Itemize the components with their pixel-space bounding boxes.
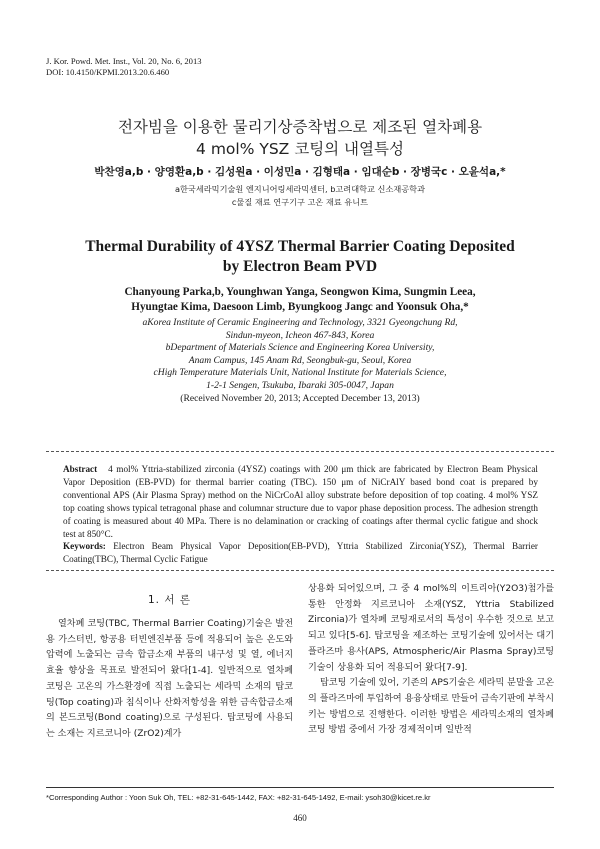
english-title-line1: Thermal Durability of 4YSZ Thermal Barrier Coating Deposited bbox=[85, 238, 515, 255]
doi: DOI: 10.4150/KPMI.2013.20.6.460 bbox=[46, 67, 170, 77]
affiliation-b-line1: bDepartment of Materials Science and Engineering Korea University, bbox=[165, 342, 435, 354]
section-heading-introduction: 1. 서 론 bbox=[148, 594, 191, 606]
english-authors-line2: Hyungtae Kima, Daesoon Limb, Byungkoog Jangc and Yoonsuk Oha,* bbox=[131, 301, 469, 313]
journal-citation: J. Kor. Powd. Met. Inst., Vol. 20, No. 6, 2013 bbox=[46, 56, 202, 66]
corresponding-author-footnote: *Corresponding Author : Yoon Suk Oh, TEL: +82-31-645-1442, FAX: +82-31-645-1492, E-mail: ysoh30@kicet.re.kr bbox=[46, 793, 431, 802]
affiliation-a-line2: Sindun-myeon, Icheon 467-843, Korea bbox=[225, 329, 375, 341]
english-title-line2: by Electron Beam PVD bbox=[222, 258, 378, 275]
korean-affiliation-2: c물질 재료 연구기구 고온 재료 유니트 bbox=[231, 197, 369, 207]
english-authors bbox=[0, 285, 600, 315]
keywords-block bbox=[63, 540, 538, 566]
korean-affiliation-1: a한국세라믹기술원 엔지니어링세라믹센터, b고려대학교 신소재공학과 bbox=[175, 184, 425, 194]
affiliation-b-line2: Anam Campus, 145 Anam Rd, Seongbuk-gu, Seoul, Korea bbox=[188, 354, 412, 366]
korean-title-line1: 전자빔을 이용한 물리기상증착법으로 제조된 열차폐용 bbox=[117, 118, 483, 136]
korean-authors: 박찬영a,b · 양영환a,b · 김성원a · 이성민a · 김형태a · 임대순b · 장병국c · 오윤석a,* bbox=[94, 166, 506, 178]
english-affiliations bbox=[0, 317, 600, 405]
abstract-block bbox=[63, 463, 538, 542]
korean-affiliations bbox=[0, 183, 600, 209]
footnote-divider bbox=[46, 787, 554, 788]
journal-header bbox=[46, 56, 202, 78]
affiliation-c-line1: cHigh Temperature Materials Unit, National Institute for Materials Science, bbox=[153, 367, 447, 379]
page-number: 460 bbox=[293, 813, 307, 823]
english-title bbox=[0, 237, 600, 277]
keywords-text: Electron Beam Physical Vapor Deposition(EB-PVD), Yttria Stabilized Zirconia(YSZ), Thermal Barrier Coating(TBC), Thermal Cyclic Fatigue bbox=[63, 541, 538, 565]
abstract-bottom-divider bbox=[46, 570, 554, 571]
abstract-text: 4 mol% Yttria-stabilized zirconia (4YSZ) coatings with 200 μm thick are fabricated by Electron Beam Physical Vapor Deposition (EB-PVD) for thermal barrier coating (TBC). 150 μm of NiCrAlY based bond coat is prepared by conventional APS (Air Plasma Spray) method on the NiCrCoAl alloy substrate before deposition of top coating. 4 mol% YSZ top coating shows typical tetragonal phase and columnar structure due to vapor phase deposition process. The adhesion strength of coating is measured about 40 MPa. There is no delamination or cracking of coatings after thermal cyclic fatigue and shock test at 850°C. bbox=[63, 464, 538, 540]
english-authors-line1: Chanyoung Parka,b, Younghwan Yanga, Seongwon Kima, Sungmin Leea, bbox=[124, 286, 476, 298]
abstract-label: Abstract bbox=[63, 464, 98, 474]
keywords-label: Keywords: bbox=[63, 541, 106, 551]
right-paragraph-2: 탑코팅 기술에 있어, 기존의 APS기술은 세라믹 분말을 고온의 플라즈마에 투입하여 용융상태로 만들어 금속기판에 부착시키는 방법으로 진행한다. 이러한 방법은 세라믹소재의 열차폐코팅 방법 중에서 가장 경제적이며 일반적 bbox=[308, 678, 554, 736]
korean-title bbox=[0, 116, 600, 160]
affiliation-c-line2: 1-2-1 Sengen, Tsukuba, Ibaraki 305-0047, Japan bbox=[206, 379, 394, 391]
korean-title-line2: 4 mol% YSZ 코팅의 내열특성 bbox=[196, 140, 404, 158]
left-paragraph: 열차폐 코팅(TBC, Thermal Barrier Coating)기술은 발전용 가스터빈, 항공용 터빈엔진부품 등에 적용되어 높은 온도와 압력에 노출되는 금속 합금소재 부품의 내구성 및 열, 에너지 효율 향상을 목표로 발전되어 왔다[1-4]. 일반적으로 열차폐 코팅은 고온의 가스환경에 직접 노출되는 세라믹 소재의 탑코팅(Top coating)과 침식이나 산화저항성을 위한 금속합금소재의 본드코팅(Bond coating)으로 구성된다. 탑코팅에 사용되는 소재는 지르코니아 (ZrO2)계가 bbox=[46, 619, 293, 739]
abstract-top-divider bbox=[46, 451, 554, 452]
right-paragraph-1: 상용화 되어있으며, 그 중 4 mol%의 이트리아(Y2O3)첨가를 통한 안정화 지르코니아 소재(YSZ, Yttria Stabilized Zirconia)가 열차폐 코팅재로서의 특성이 우수한 것으로 보고되고 있다[5-6]. 탑코팅을 제조하는 코팅기술에 있어서는 대기 플라즈마 용사(APS, Atmospheric/Air Plasma Spray)코팅기술이 상용화 되어 적용되어 왔다[7-9]. bbox=[308, 584, 554, 673]
affiliation-a-line1: aKorea Institute of Ceramic Engineering and Technology, 3321 Gyeongchung Rd, bbox=[142, 317, 458, 328]
right-column bbox=[308, 582, 554, 739]
left-column bbox=[46, 617, 293, 743]
received-dates: (Received November 20, 2013; Accepted December 13, 2013) bbox=[180, 392, 420, 404]
